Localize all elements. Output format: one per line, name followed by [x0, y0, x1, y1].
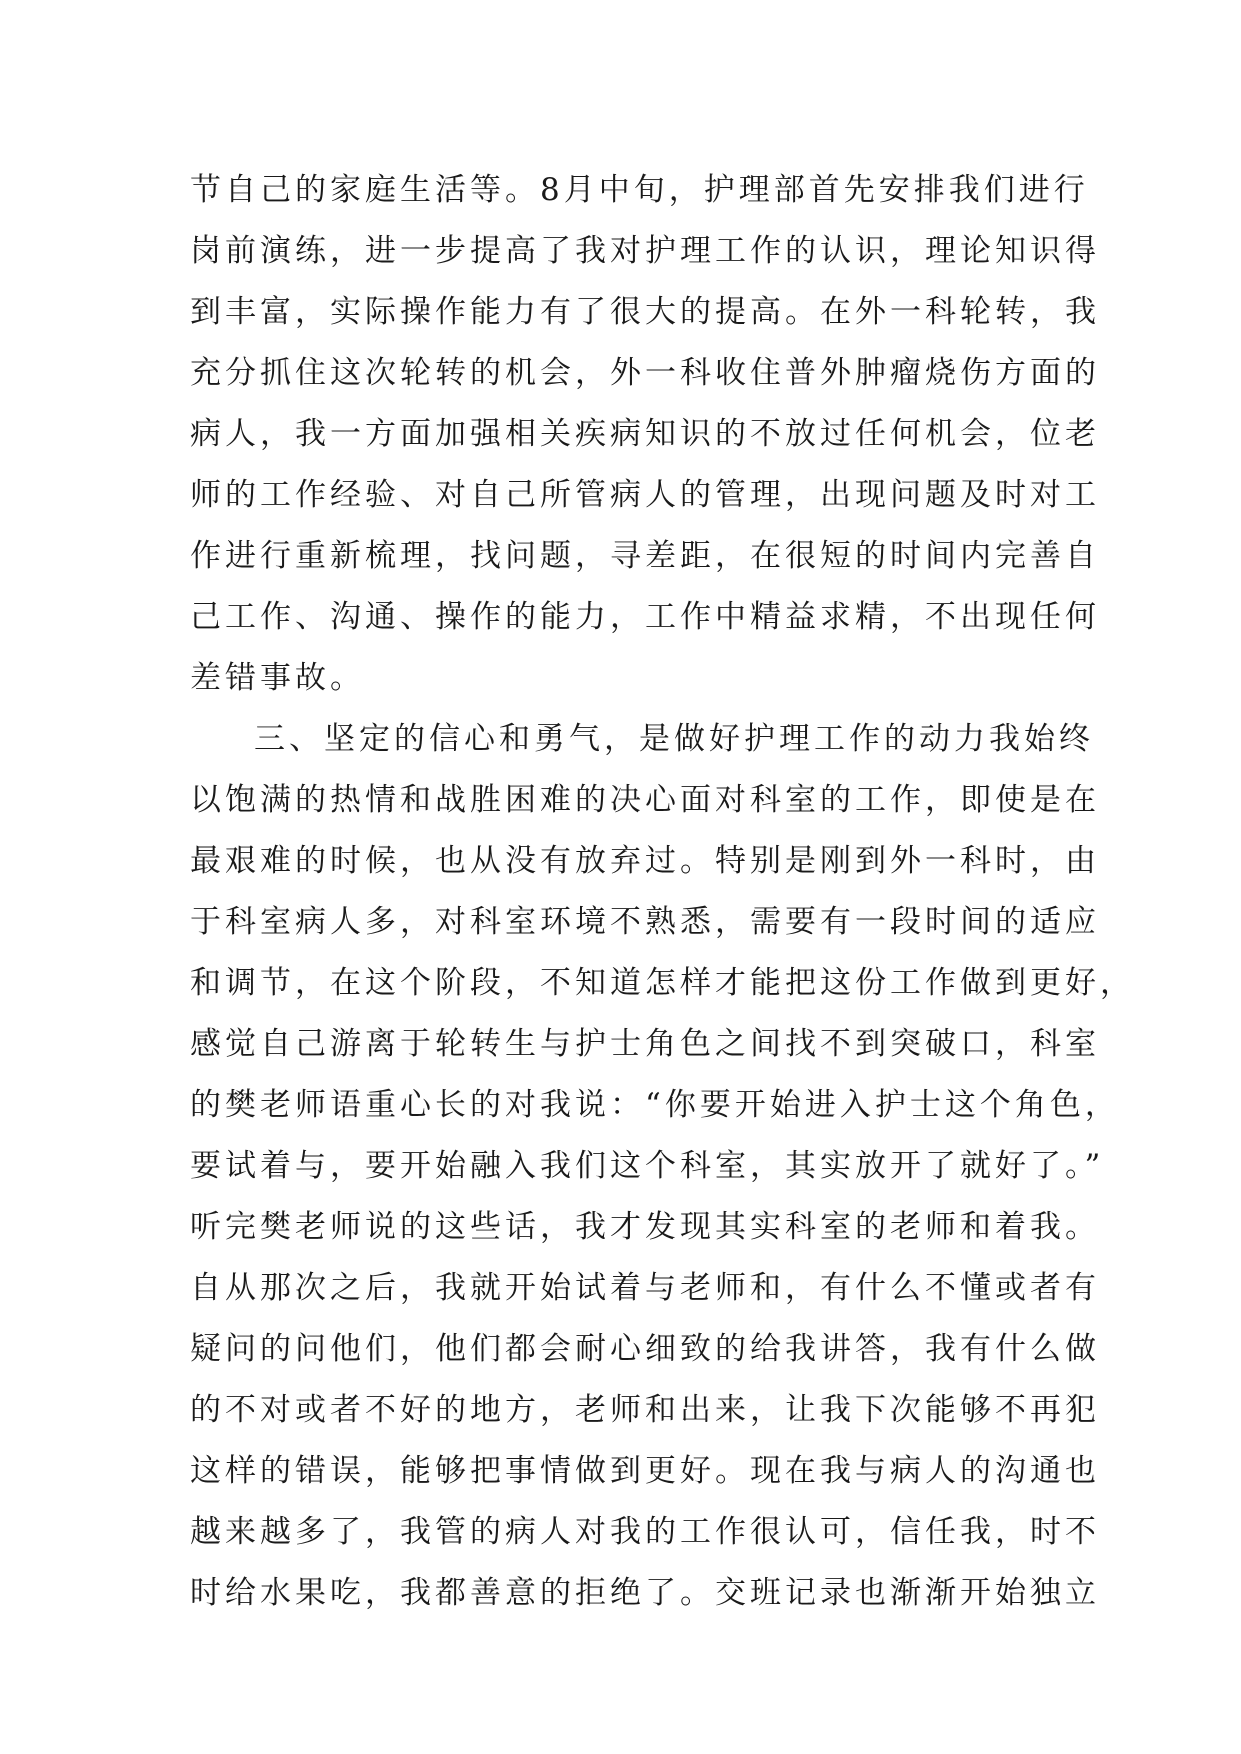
text-line: 听完樊老师说的这些话，我才发现其实科室的老师和着我。 [190, 1209, 1100, 1245]
text-line: 充分抓住这次轮转的机会，外一科收住普外肿瘤烧伤方面的 [190, 355, 1100, 391]
text-line: 差错事故。 [190, 660, 365, 696]
text-line: 和调节，在这个阶段，不知道怎样才能把这份工作做到更好， [190, 965, 1135, 1001]
text-line: 要试着与，要开始融入我们这个科室，其实放开了就好了。” [190, 1148, 1105, 1184]
text-line: 己工作、沟通、操作的能力，工作中精益求精，不出现任何 [190, 599, 1100, 635]
paragraph-start-line: 三、坚定的信心和勇气，是做好护理工作的动力我始终 [254, 721, 1094, 757]
text-line: 师的工作经验、对自己所管病人的管理，出现问题及时对工 [190, 477, 1100, 513]
text-line: 感觉自己游离于轮转生与护士角色之间找不到突破口，科室 [190, 1026, 1100, 1062]
text-line: 这样的错误，能够把事情做到更好。现在我与病人的沟通也 [190, 1453, 1100, 1489]
body-text [190, 160, 1135, 1624]
text-line: 节自己的家庭生活等。8月中旬，护理部首先安排我们进行 [190, 172, 1089, 208]
text-line: 作进行重新梳理，找问题，寻差距，在很短的时间内完善自 [190, 538, 1100, 574]
text-line: 以饱满的热情和战胜困难的决心面对科室的工作，即使是在 [190, 782, 1100, 818]
text-line: 的樊老师语重心长的对我说：“你要开始进入护士这个角色， [190, 1087, 1120, 1123]
text-line: 越来越多了，我管的病人对我的工作很认可，信任我，时不 [190, 1514, 1100, 1550]
text-line: 的不对或者不好的地方，老师和出来，让我下次能够不再犯 [190, 1392, 1100, 1428]
text-line: 病人，我一方面加强相关疾病知识的不放过任何机会，位老 [190, 416, 1100, 452]
text-line: 于科室病人多，对科室环境不熟悉，需要有一段时间的适应 [190, 904, 1100, 940]
text-line: 时给水果吃，我都善意的拒绝了。交班记录也渐渐开始独立 [190, 1575, 1100, 1611]
text-line: 到丰富，实际操作能力有了很大的提高。在外一科轮转，我 [190, 294, 1100, 330]
text-line: 疑问的问他们，他们都会耐心细致的给我讲答，我有什么做 [190, 1331, 1100, 1367]
text-line: 最艰难的时候，也从没有放弃过。特别是刚到外一科时，由 [190, 843, 1100, 879]
text-line: 自从那次之后，我就开始试着与老师和，有什么不懂或者有 [190, 1270, 1100, 1306]
text-line: 岗前演练，进一步提高了我对护理工作的认识，理论知识得 [190, 233, 1100, 269]
